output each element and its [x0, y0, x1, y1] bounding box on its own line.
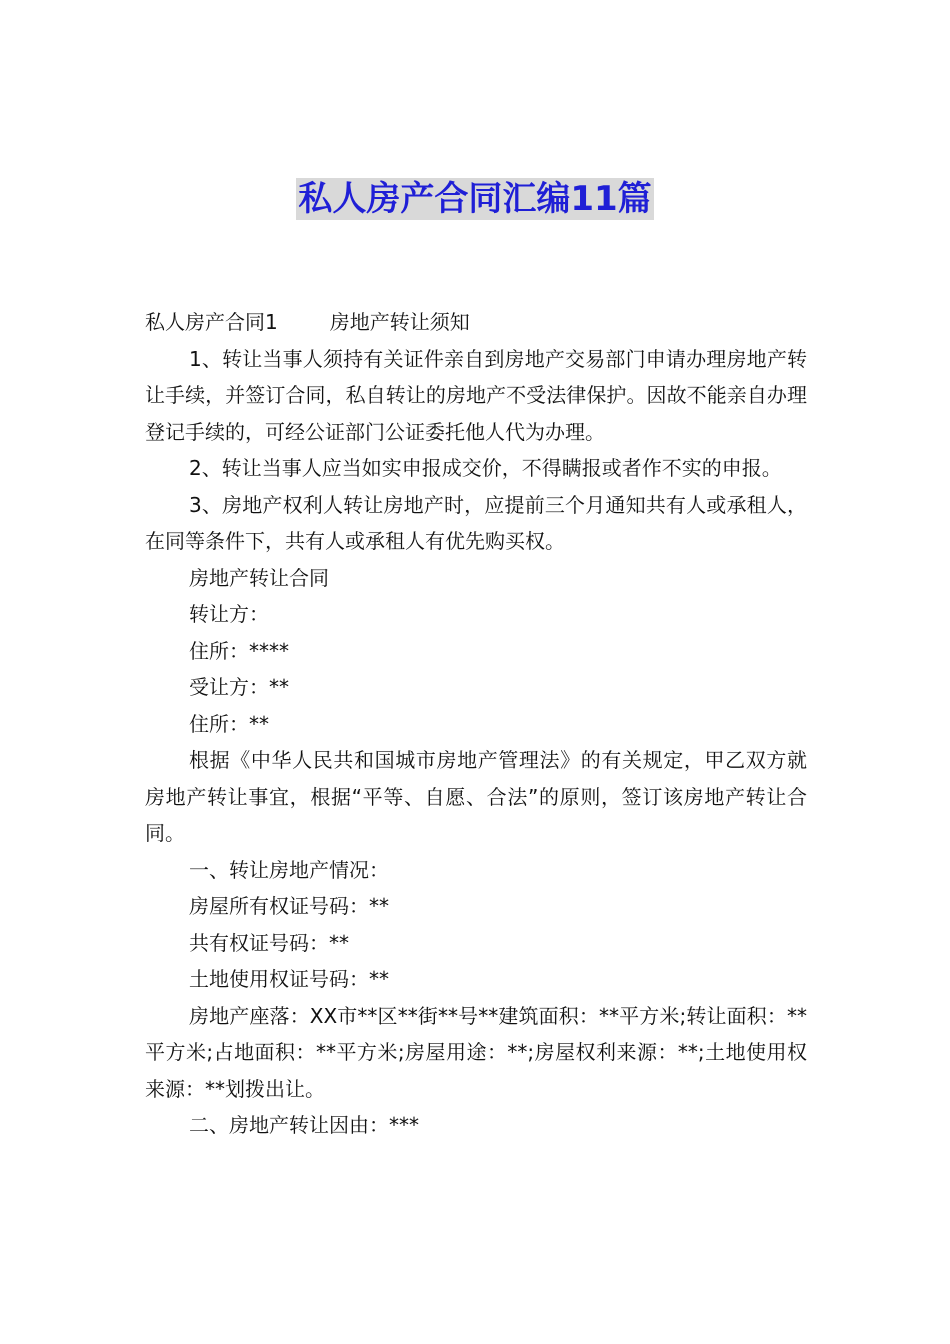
section-two-heading: 二、房地产转让因由：***: [189, 1113, 419, 1137]
transferor-address: 住所：****: [189, 638, 289, 663]
section-heading: [145, 304, 807, 341]
title-container: [0, 178, 950, 220]
document-title: 私人房产合同汇编11篇: [298, 179, 652, 219]
notice-item-2: 2、转让当事人应当如实申报成交价，不得瞒报或者作不实的申报。: [189, 456, 782, 480]
section-heading-subtitle: 房地产转让须知: [329, 310, 470, 334]
transferee-label: 受让方：**: [189, 675, 289, 699]
transferee-address: 住所：**: [189, 711, 269, 736]
ownership-cert-line: 房屋所有权证号码：**: [189, 894, 389, 918]
notice-item-1: 1、转让当事人须持有关证件亲自到房地产交易部门申请办理房地产转让手续，并签订合同，私自转让的房地产不受法律保护。因故不能亲自办理登记手续的，可经公证部门公证委托他人代为办理。: [145, 346, 807, 444]
co-ownership-cert-line: 共有权证号码：**: [189, 930, 349, 955]
section-one-heading: 一、转让房地产情况：: [189, 857, 389, 882]
section-heading-label: 私人房产合同1: [145, 310, 278, 334]
location-details-paragraph: 房地产座落：XX市**区**街**号**建筑面积：**平方米;转让面积：**平方米;占地面积：**平方米;房屋用途：**;房屋权利来源：**;土地使用权来源：**划拨出让。: [145, 1003, 807, 1101]
contract-title: 房地产转让合同: [189, 565, 329, 590]
land-use-cert-line: 土地使用权证号码：**: [189, 967, 389, 991]
transferor-label: 转让方：: [189, 602, 269, 626]
document-body: [145, 304, 807, 1144]
notice-item-3: 3、房地产权利人转让房地产时，应提前三个月通知共有人或承租人，在同等条件下，共有人或承租人有优先购买权。: [145, 492, 807, 553]
preamble-paragraph: 根据《中华人民共和国城市房地产管理法》的有关规定，甲乙双方就房地产转让事宜，根据“平等、自愿、合法”的原则，签订该房地产转让合同。: [145, 748, 807, 845]
